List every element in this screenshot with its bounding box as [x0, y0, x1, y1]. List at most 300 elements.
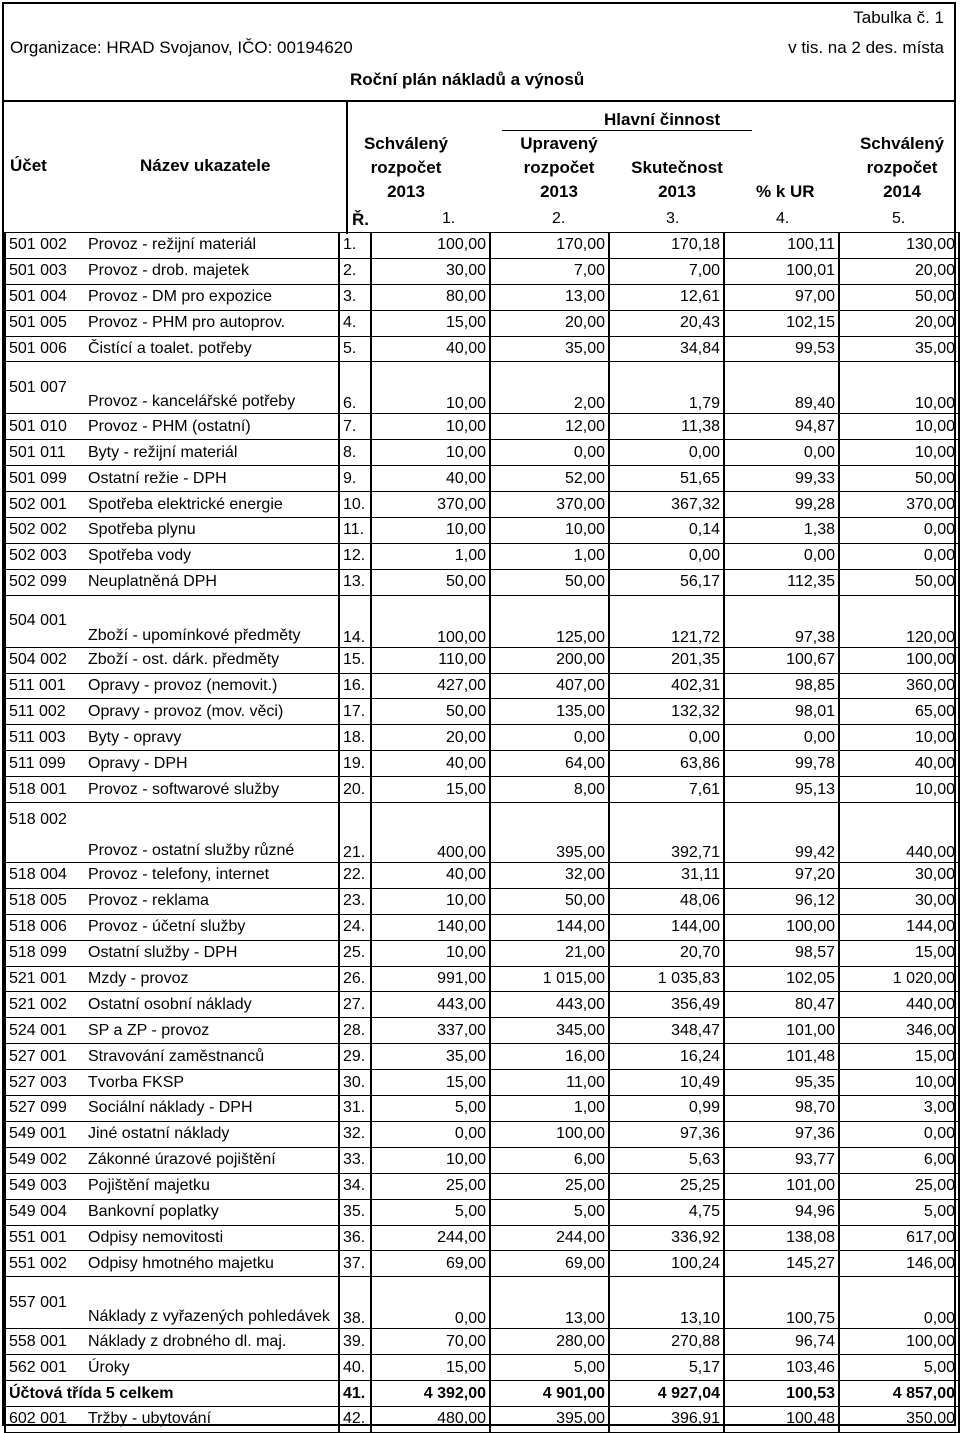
row-value-1: 25,00 — [371, 1173, 490, 1199]
row-value-5: 10,00 — [839, 440, 959, 466]
row-value-1: 4 392,00 — [371, 1381, 490, 1407]
row-value-1: 244,00 — [371, 1225, 490, 1251]
row-number: 36. — [339, 1225, 371, 1251]
row-value-5: 20,00 — [839, 310, 959, 336]
row-value-4: 95,13 — [724, 777, 839, 803]
row-value-3: 20,43 — [609, 310, 724, 336]
row-number: 29. — [339, 1044, 371, 1070]
row-name: Odpisy hmotného majetku — [85, 1251, 339, 1277]
row-account: 558 001 — [5, 1329, 85, 1355]
row-value-2: 35,00 — [490, 336, 609, 362]
row-value-3: 1,79 — [609, 362, 724, 414]
row-value-1: 10,00 — [371, 1147, 490, 1173]
row-account: 527 003 — [5, 1070, 85, 1096]
row-value-5: 25,00 — [839, 1173, 959, 1199]
row-account: 527 001 — [5, 1044, 85, 1070]
row-value-5: 40,00 — [839, 751, 959, 777]
row-account: 504 001 — [5, 595, 85, 647]
row-value-4: 0,00 — [724, 440, 839, 466]
row-number: 11. — [339, 518, 371, 544]
row-value-3: 402,31 — [609, 673, 724, 699]
units-label: v tis. na 2 des. místa — [788, 38, 944, 57]
column-group: Hlavní činnost — [604, 110, 721, 129]
row-name: Spotřeba plynu — [85, 518, 339, 544]
row-value-1: 140,00 — [371, 914, 490, 940]
row-account: 511 099 — [5, 751, 85, 777]
row-value-1: 15,00 — [371, 310, 490, 336]
row-value-4: 112,35 — [724, 569, 839, 595]
table-row — [5, 1173, 959, 1199]
row-account: 521 002 — [5, 992, 85, 1018]
row-value-1: 50,00 — [371, 569, 490, 595]
row-name: Byty - opravy — [85, 725, 339, 751]
row-value-2: 8,00 — [490, 777, 609, 803]
row-account: 501 006 — [5, 336, 85, 362]
table-row — [5, 699, 959, 725]
row-value-3: 20,70 — [609, 940, 724, 966]
table-row — [5, 518, 959, 544]
row-number: 31. — [339, 1096, 371, 1122]
row-value-3: 0,00 — [609, 543, 724, 569]
row-value-5: 15,00 — [839, 1044, 959, 1070]
row-account: 549 001 — [5, 1121, 85, 1147]
row-value-5: 360,00 — [839, 673, 959, 699]
table-row — [5, 1251, 959, 1277]
table-row — [5, 1355, 959, 1381]
row-value-3: 356,49 — [609, 992, 724, 1018]
table-row — [5, 1096, 959, 1122]
row-account: 501 007 — [5, 362, 85, 414]
row-value-4: 97,36 — [724, 1121, 839, 1147]
table-row — [5, 725, 959, 751]
row-number: 10. — [339, 492, 371, 518]
row-name: Zboží - upomínkové předměty — [85, 595, 339, 647]
row-account: 501 099 — [5, 466, 85, 492]
row-value-4: 80,47 — [724, 992, 839, 1018]
row-account: 549 004 — [5, 1199, 85, 1225]
row-value-4: 98,70 — [724, 1096, 839, 1122]
row-account: 527 099 — [5, 1096, 85, 1122]
row-value-2: 12,00 — [490, 414, 609, 440]
row-number: 27. — [339, 992, 371, 1018]
row-value-5: 3,00 — [839, 1096, 959, 1122]
row-name: Spotřeba elektrické energie — [85, 492, 339, 518]
row-name: Pojištění majetku — [85, 1173, 339, 1199]
row-value-3: 367,32 — [609, 492, 724, 518]
row-value-1: 40,00 — [371, 863, 490, 889]
row-value-4: 0,00 — [724, 543, 839, 569]
row-value-5: 10,00 — [839, 414, 959, 440]
table-row — [5, 1225, 959, 1251]
row-account: 551 002 — [5, 1251, 85, 1277]
row-number: 41. — [339, 1381, 371, 1407]
row-name: Zboží - ost. dárk. předměty — [85, 647, 339, 673]
table-row — [5, 1044, 959, 1070]
row-value-4: 99,28 — [724, 492, 839, 518]
row-value-3: 0,00 — [609, 440, 724, 466]
row-value-3: 13,10 — [609, 1277, 724, 1329]
row-name: Neuplatněná DPH — [85, 569, 339, 595]
row-value-4: 97,38 — [724, 595, 839, 647]
row-number: 25. — [339, 940, 371, 966]
row-value-1: 100,00 — [371, 595, 490, 647]
table-row — [5, 543, 959, 569]
row-value-1: 0,00 — [371, 1277, 490, 1329]
row-value-4: 145,27 — [724, 1251, 839, 1277]
row-value-4: 138,08 — [724, 1225, 839, 1251]
row-name: Spotřeba vody — [85, 543, 339, 569]
row-value-2: 2,00 — [490, 362, 609, 414]
row-value-5: 0,00 — [839, 543, 959, 569]
table-row — [5, 914, 959, 940]
row-number: 33. — [339, 1147, 371, 1173]
row-name: Čistící a toalet. potřeby — [85, 336, 339, 362]
row-number: 38. — [339, 1277, 371, 1329]
table-row — [5, 440, 959, 466]
row-name: Účtová třída 5 celkem — [5, 1381, 339, 1407]
row-value-4: 95,35 — [724, 1070, 839, 1096]
row-value-5: 35,00 — [839, 336, 959, 362]
row-value-4: 99,53 — [724, 336, 839, 362]
row-name: Zákonné úrazové pojištění — [85, 1147, 339, 1173]
table-row — [5, 992, 959, 1018]
row-value-3: 132,32 — [609, 699, 724, 725]
table-row — [5, 1277, 959, 1329]
row-number: 18. — [339, 725, 371, 751]
row-number: 8. — [339, 440, 371, 466]
row-number: 26. — [339, 966, 371, 992]
row-value-3: 144,00 — [609, 914, 724, 940]
row-number: 7. — [339, 414, 371, 440]
column-index-3: 3. — [666, 210, 680, 227]
column-approved-2014: Schválený rozpočet 2014 — [859, 134, 945, 201]
row-value-5: 5,00 — [839, 1355, 959, 1381]
report-title: Roční plán nákladů a výnosů — [350, 70, 585, 89]
row-name: Provoz - DM pro expozice — [85, 284, 339, 310]
column-pct-ur: % k UR — [756, 182, 815, 201]
row-value-3: 0,14 — [609, 518, 724, 544]
row-value-1: 10,00 — [371, 414, 490, 440]
row-value-3: 4,75 — [609, 1199, 724, 1225]
row-name: Ostatní režie - DPH — [85, 466, 339, 492]
row-value-1: 10,00 — [371, 362, 490, 414]
table-row — [5, 1381, 959, 1407]
data-table — [4, 232, 960, 1433]
row-value-3: 10,49 — [609, 1070, 724, 1096]
row-value-2: 345,00 — [490, 1018, 609, 1044]
row-number: 5. — [339, 336, 371, 362]
row-name: Provoz - kancelářské potřeby — [85, 362, 339, 414]
row-value-5: 1 020,00 — [839, 966, 959, 992]
row-value-3: 348,47 — [609, 1018, 724, 1044]
row-value-2: 52,00 — [490, 466, 609, 492]
row-value-4: 100,75 — [724, 1277, 839, 1329]
row-name: Náklady z vyřazených pohledávek — [85, 1277, 339, 1329]
row-value-1: 110,00 — [371, 647, 490, 673]
row-value-3: 11,38 — [609, 414, 724, 440]
row-value-4: 89,40 — [724, 362, 839, 414]
row-account: 518 004 — [5, 863, 85, 889]
column-index-2: 2. — [552, 210, 566, 227]
row-value-4: 100,67 — [724, 647, 839, 673]
row-value-2: 13,00 — [490, 1277, 609, 1329]
row-value-2: 0,00 — [490, 725, 609, 751]
row-value-5: 370,00 — [839, 492, 959, 518]
row-value-1: 15,00 — [371, 1355, 490, 1381]
row-value-1: 337,00 — [371, 1018, 490, 1044]
row-value-2: 144,00 — [490, 914, 609, 940]
column-index-1: 1. — [442, 210, 456, 227]
row-account: 518 006 — [5, 914, 85, 940]
column-adjusted-2013: Upravený rozpočet 2013 — [520, 134, 598, 201]
row-value-1: 50,00 — [371, 699, 490, 725]
row-value-5: 146,00 — [839, 1251, 959, 1277]
row-value-1: 427,00 — [371, 673, 490, 699]
row-value-4: 94,96 — [724, 1199, 839, 1225]
row-name: SP a ZP - provoz — [85, 1018, 339, 1044]
row-account: 501 010 — [5, 414, 85, 440]
table-row — [5, 673, 959, 699]
row-account: 501 002 — [5, 233, 85, 259]
table-row — [5, 966, 959, 992]
row-account: 501 011 — [5, 440, 85, 466]
table-row — [5, 940, 959, 966]
row-value-4: 97,00 — [724, 284, 839, 310]
row-value-3: 7,00 — [609, 258, 724, 284]
row-name: Opravy - provoz (nemovit.) — [85, 673, 339, 699]
row-value-3: 0,00 — [609, 725, 724, 751]
row-value-3: 396,91 — [609, 1406, 724, 1432]
row-number: 2. — [339, 258, 371, 284]
row-name: Provoz - PHM (ostatní) — [85, 414, 339, 440]
table-row — [5, 751, 959, 777]
row-value-1: 10,00 — [371, 888, 490, 914]
row-number: 34. — [339, 1173, 371, 1199]
row-value-2: 280,00 — [490, 1329, 609, 1355]
row-value-4: 102,15 — [724, 310, 839, 336]
row-account: 524 001 — [5, 1018, 85, 1044]
column-name: Název ukazatele — [140, 156, 271, 175]
row-value-1: 10,00 — [371, 940, 490, 966]
row-value-3: 4 927,04 — [609, 1381, 724, 1407]
row-value-1: 70,00 — [371, 1329, 490, 1355]
row-value-2: 6,00 — [490, 1147, 609, 1173]
column-index-4: 4. — [776, 210, 790, 227]
column-account: Účet — [10, 156, 47, 175]
row-value-2: 13,00 — [490, 284, 609, 310]
row-value-2: 244,00 — [490, 1225, 609, 1251]
row-value-2: 69,00 — [490, 1251, 609, 1277]
row-number: 14. — [339, 595, 371, 647]
row-name: Provoz - telefony, internet — [85, 863, 339, 889]
row-account: 549 002 — [5, 1147, 85, 1173]
row-value-2: 135,00 — [490, 699, 609, 725]
table-row — [5, 777, 959, 803]
row-number: 20. — [339, 777, 371, 803]
row-account: 501 005 — [5, 310, 85, 336]
row-name: Stravování zaměstnanců — [85, 1044, 339, 1070]
row-value-3: 100,24 — [609, 1251, 724, 1277]
row-value-1: 1,00 — [371, 543, 490, 569]
row-value-1: 443,00 — [371, 992, 490, 1018]
column-row-no: Ř. — [352, 210, 369, 229]
row-value-5: 350,00 — [839, 1406, 959, 1432]
row-value-4: 100,48 — [724, 1406, 839, 1432]
row-value-4: 96,12 — [724, 888, 839, 914]
row-value-4: 99,42 — [724, 803, 839, 863]
row-name: Bankovní poplatky — [85, 1199, 339, 1225]
row-name: Tržby - ubytování — [85, 1406, 339, 1432]
row-account: 551 001 — [5, 1225, 85, 1251]
row-value-5: 617,00 — [839, 1225, 959, 1251]
row-value-5: 120,00 — [839, 595, 959, 647]
row-name: Byty - režijní materiál — [85, 440, 339, 466]
row-name: Jiné ostatní náklady — [85, 1121, 339, 1147]
table-row — [5, 1018, 959, 1044]
row-name: Sociální náklady - DPH — [85, 1096, 339, 1122]
row-account: 511 001 — [5, 673, 85, 699]
row-account: 502 001 — [5, 492, 85, 518]
row-value-4: 94,87 — [724, 414, 839, 440]
row-account: 521 001 — [5, 966, 85, 992]
row-value-2: 0,00 — [490, 440, 609, 466]
row-value-1: 15,00 — [371, 777, 490, 803]
row-value-3: 48,06 — [609, 888, 724, 914]
table-row — [5, 1199, 959, 1225]
column-actual-2013: Skutečnost 2013 — [631, 158, 723, 201]
row-value-1: 480,00 — [371, 1406, 490, 1432]
row-value-2: 7,00 — [490, 258, 609, 284]
row-name: Úroky — [85, 1355, 339, 1381]
table-row — [5, 362, 959, 414]
row-value-2: 1 015,00 — [490, 966, 609, 992]
row-name: Provoz - drob. majetek — [85, 258, 339, 284]
organization-label: Organizace: HRAD Svojanov, IČO: 00194620 — [10, 38, 353, 57]
row-value-2: 125,00 — [490, 595, 609, 647]
row-account: 557 001 — [5, 1277, 85, 1329]
row-value-3: 12,61 — [609, 284, 724, 310]
row-value-3: 201,35 — [609, 647, 724, 673]
table-row — [5, 233, 959, 259]
row-value-4: 102,05 — [724, 966, 839, 992]
row-number: 19. — [339, 751, 371, 777]
row-number: 12. — [339, 543, 371, 569]
column-approved-2013: Schválený rozpočet 2013 — [363, 134, 449, 201]
row-account: 518 005 — [5, 888, 85, 914]
row-account: 549 003 — [5, 1173, 85, 1199]
row-value-4: 98,57 — [724, 940, 839, 966]
row-value-1: 69,00 — [371, 1251, 490, 1277]
row-value-4: 100,01 — [724, 258, 839, 284]
row-name: Provoz - reklama — [85, 888, 339, 914]
row-value-2: 100,00 — [490, 1121, 609, 1147]
row-value-1: 20,00 — [371, 725, 490, 751]
row-value-3: 34,84 — [609, 336, 724, 362]
row-value-2: 170,00 — [490, 233, 609, 259]
row-value-1: 15,00 — [371, 1070, 490, 1096]
row-value-2: 370,00 — [490, 492, 609, 518]
row-value-5: 346,00 — [839, 1018, 959, 1044]
row-value-5: 4 857,00 — [839, 1381, 959, 1407]
row-value-4: 101,48 — [724, 1044, 839, 1070]
row-value-2: 64,00 — [490, 751, 609, 777]
row-value-5: 144,00 — [839, 914, 959, 940]
row-account: 518 002 — [5, 803, 85, 863]
row-value-5: 130,00 — [839, 233, 959, 259]
row-value-5: 65,00 — [839, 699, 959, 725]
row-account: 518 099 — [5, 940, 85, 966]
row-value-4: 98,01 — [724, 699, 839, 725]
row-value-5: 5,00 — [839, 1199, 959, 1225]
row-value-2: 4 901,00 — [490, 1381, 609, 1407]
row-name: Mzdy - provoz — [85, 966, 339, 992]
row-value-2: 21,00 — [490, 940, 609, 966]
row-value-1: 10,00 — [371, 440, 490, 466]
row-value-1: 40,00 — [371, 751, 490, 777]
row-account: 562 001 — [5, 1355, 85, 1381]
row-value-3: 0,99 — [609, 1096, 724, 1122]
row-value-2: 1,00 — [490, 1096, 609, 1122]
row-value-2: 32,00 — [490, 863, 609, 889]
row-value-1: 40,00 — [371, 466, 490, 492]
row-value-2: 10,00 — [490, 518, 609, 544]
row-value-1: 5,00 — [371, 1096, 490, 1122]
row-value-3: 270,88 — [609, 1329, 724, 1355]
row-number: 17. — [339, 699, 371, 725]
row-account: 602 001 — [5, 1406, 85, 1432]
row-value-1: 30,00 — [371, 258, 490, 284]
row-account: 511 003 — [5, 725, 85, 751]
table-row — [5, 569, 959, 595]
row-value-4: 100,53 — [724, 1381, 839, 1407]
row-value-3: 121,72 — [609, 595, 724, 647]
row-value-3: 336,92 — [609, 1225, 724, 1251]
row-value-4: 99,78 — [724, 751, 839, 777]
row-value-3: 1 035,83 — [609, 966, 724, 992]
row-value-5: 20,00 — [839, 258, 959, 284]
row-value-5: 50,00 — [839, 569, 959, 595]
row-value-5: 10,00 — [839, 777, 959, 803]
row-number: 15. — [339, 647, 371, 673]
row-value-3: 7,61 — [609, 777, 724, 803]
row-value-1: 5,00 — [371, 1199, 490, 1225]
row-value-5: 0,00 — [839, 1277, 959, 1329]
row-account: 501 004 — [5, 284, 85, 310]
row-number: 37. — [339, 1251, 371, 1277]
row-account: 518 001 — [5, 777, 85, 803]
row-value-4: 100,00 — [724, 914, 839, 940]
row-account: 501 003 — [5, 258, 85, 284]
row-number: 16. — [339, 673, 371, 699]
table-row — [5, 647, 959, 673]
row-value-2: 25,00 — [490, 1173, 609, 1199]
row-value-4: 98,85 — [724, 673, 839, 699]
report-sheet — [2, 2, 956, 1426]
row-value-1: 370,00 — [371, 492, 490, 518]
row-value-1: 991,00 — [371, 966, 490, 992]
row-name: Odpisy nemovitosti — [85, 1225, 339, 1251]
row-value-1: 40,00 — [371, 336, 490, 362]
row-number: 39. — [339, 1329, 371, 1355]
row-account: 504 002 — [5, 647, 85, 673]
row-value-4: 100,11 — [724, 233, 839, 259]
row-name: Provoz - režijní materiál — [85, 233, 339, 259]
row-name: Provoz - PHM pro autoprov. — [85, 310, 339, 336]
row-value-2: 395,00 — [490, 1406, 609, 1432]
row-number: 30. — [339, 1070, 371, 1096]
row-value-1: 35,00 — [371, 1044, 490, 1070]
row-number: 13. — [339, 569, 371, 595]
